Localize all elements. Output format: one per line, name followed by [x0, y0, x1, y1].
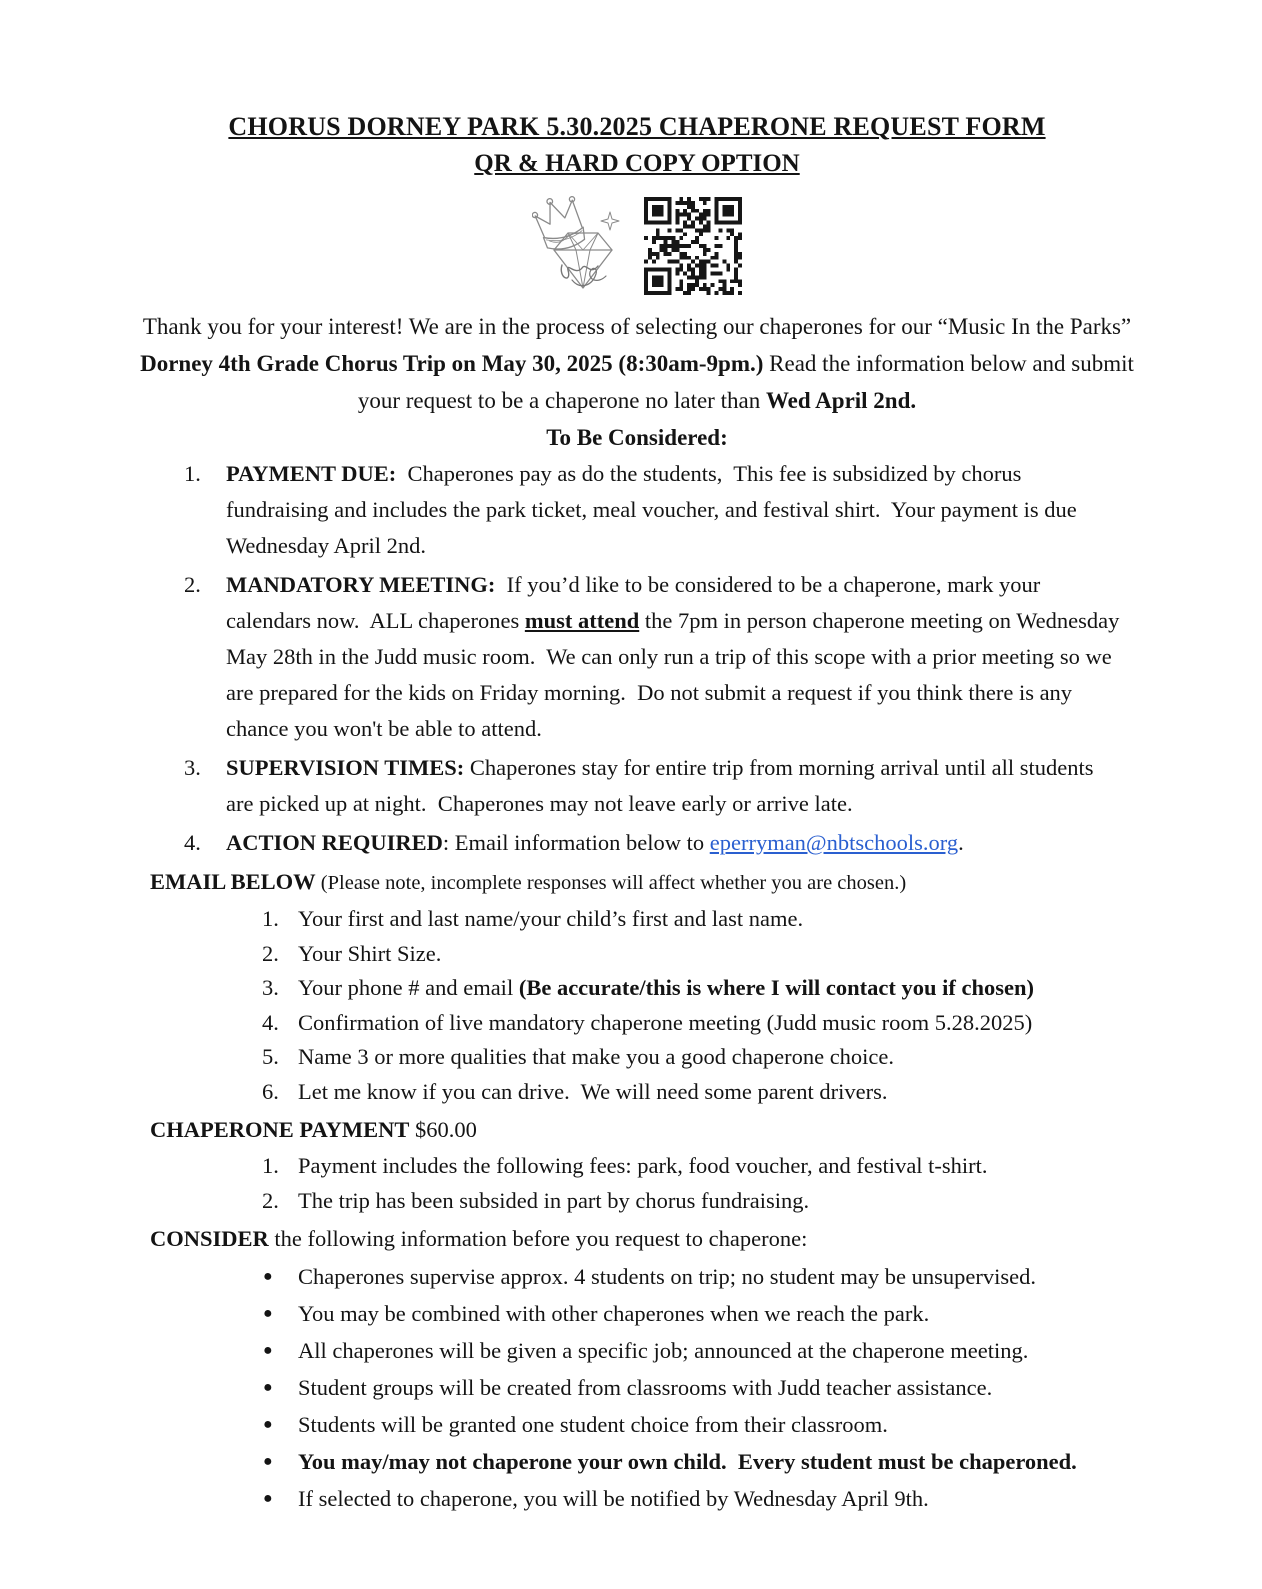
item-text: The trip has been subsided in part by chorus fundraising.: [298, 1187, 810, 1213]
item-label: ACTION REQUIRED: [226, 830, 443, 855]
email-link[interactable]: eperryman@nbtschools.org: [709, 830, 959, 855]
list-item-action-required: [150, 825, 1124, 861]
bullet-icon: ●: [263, 1268, 273, 1285]
item-text: Payment includes the following fees: park, food voucher, and festival t-shirt.: [298, 1153, 988, 1178]
list-number: 4.: [262, 1009, 279, 1035]
item-text: the 7pm in person chaperone meeting on Wednesday May 28th in the Judd music room. We can only run a trip of this scope with a prior meeting so we are prepared for the kids on Friday morning. Do not submit a request if you think there is any chance you won't be able to attend.: [226, 608, 1125, 741]
must-attend-emphasis: must attend: [524, 608, 640, 633]
bullet-icon: ●: [263, 1453, 273, 1470]
payment-item-fees: [150, 1149, 1124, 1184]
bullet-specific-job: [150, 1332, 1124, 1369]
list-number: 3.: [184, 755, 201, 780]
qr-code-icon: [644, 197, 742, 295]
chaperone-payment-label: CHAPERONE PAYMENT: [150, 1117, 410, 1142]
intro-text: Thank you for your interest! We are in the process of selecting our chaperones for our “Music In the Parks”: [142, 314, 1137, 339]
bullet-icon: ●: [263, 1342, 273, 1359]
item-label: MANDATORY MEETING:: [226, 572, 496, 597]
item-bold-text: You may/may not chaperone your own child. Every student must be chaperoned.: [298, 1449, 1077, 1474]
bullet-student-choice: [150, 1406, 1124, 1443]
list-number: 1.: [262, 1153, 279, 1178]
intro-deadline-bold: Wed April 2nd.: [765, 388, 917, 413]
document-title: CHORUS DORNEY PARK 5.30.2025 CHAPERONE REQUEST FORM: [228, 112, 1046, 141]
email-below-label: EMAIL BELOW: [150, 869, 316, 894]
item-text: Let me know if you can drive. We will need some parent drivers.: [298, 1078, 888, 1104]
bullet-icon: ●: [263, 1416, 273, 1433]
chaperone-payment-amount: $60.00: [409, 1117, 477, 1142]
bullet-icon: ●: [263, 1490, 273, 1507]
item-text: If you’d like to be considered to be a chaperone, mark your calendars now. ALL chaperones: [226, 572, 1046, 633]
list-item-payment-due: [150, 456, 1124, 564]
item-text: Your phone # and email: [298, 975, 519, 1000]
intro-trip-bold: Dorney 4th Grade Chorus Trip on May 30, 2025 (8:30am-9pm.): [140, 351, 764, 376]
item-text: Students will be granted one student choice from their classroom.: [298, 1412, 888, 1437]
bullet-icon: ●: [263, 1379, 273, 1396]
list-number: 1.: [262, 906, 279, 931]
email-item-name: [150, 902, 1124, 937]
item-text: You may be combined with other chaperones when we reach the park.: [298, 1301, 930, 1326]
intro-paragraph: [136, 308, 1138, 419]
email-info-list: [150, 902, 1124, 1109]
to-be-considered-list: [150, 456, 1124, 861]
item-text: Chaperones supervise approx. 4 students on trip; no student may be unsupervised.: [298, 1264, 1036, 1289]
chaperone-payment-heading: [150, 1112, 1124, 1148]
payment-details-list: [150, 1149, 1124, 1218]
list-number: 1.: [184, 461, 201, 486]
email-item-meeting-confirmation: [150, 1006, 1124, 1041]
consider-text: the following information before you request to chaperone:: [268, 1226, 808, 1251]
intro-text-mid: Read the information below and submit your request to be a chaperone no later than: [357, 351, 1140, 413]
list-number: 6.: [262, 1078, 279, 1104]
email-below-heading: [150, 864, 1124, 901]
item-text: Your first and last name/your child’s first and last name.: [298, 906, 804, 931]
list-number: 3.: [262, 975, 279, 1000]
list-number: 2.: [262, 940, 279, 966]
document-subtitle: QR & HARD COPY OPTION: [474, 150, 800, 177]
item-text: If selected to chaperone, you will be notified by Wednesday April 9th.: [298, 1486, 929, 1511]
item-text: All chaperones will be given a specific job; announced at the chaperone meeting.: [298, 1338, 1029, 1363]
email-item-shirt-size: [150, 937, 1124, 972]
list-number: 2.: [184, 572, 201, 597]
consider-label: CONSIDER: [150, 1226, 269, 1251]
list-number: 2.: [262, 1187, 279, 1213]
list-item-supervision-times: [150, 750, 1124, 822]
item-bold-text: (Be accurate/this is where I will contact you if chosen): [518, 975, 1034, 1000]
bullet-supervision-ratio: [150, 1258, 1124, 1295]
list-item-mandatory-meeting: [150, 567, 1124, 747]
bullet-notification-date: [150, 1480, 1124, 1517]
bullet-student-groups: [150, 1369, 1124, 1406]
item-label: PAYMENT DUE:: [226, 461, 397, 486]
list-number: 4.: [184, 830, 201, 855]
item-label: SUPERVISION TIMES:: [226, 755, 465, 780]
item-text: : Email information below to: [442, 830, 710, 855]
consider-heading: [150, 1221, 1124, 1257]
crown-diamond-chorus-logo-icon: [532, 192, 624, 300]
item-text: Chaperones stay for entire trip from morning arrival until all students are picked up at night. Chaperones may not leave early or arrive late.: [226, 755, 1100, 816]
payment-item-subsidy: [150, 1184, 1124, 1219]
bullet-combined-chaperones: [150, 1295, 1124, 1332]
section-heading-to-be-considered: To Be Considered:: [546, 425, 728, 450]
list-number: 5.: [262, 1044, 279, 1069]
email-item-phone-email: [150, 971, 1124, 1006]
bullet-icon: ●: [263, 1305, 273, 1322]
item-text: Student groups will be created from classrooms with Judd teacher assistance.: [298, 1375, 993, 1400]
item-text: Confirmation of live mandatory chaperone meeting (Judd music room 5.28.2025): [298, 1009, 1033, 1035]
item-text: .: [958, 830, 964, 855]
header-images: [150, 192, 1124, 300]
email-item-can-drive: [150, 1075, 1124, 1110]
consider-bullet-list: [150, 1258, 1124, 1517]
item-text: Your Shirt Size.: [298, 940, 442, 966]
email-item-qualities: [150, 1040, 1124, 1075]
item-text: Name 3 or more qualities that make you a good chaperone choice.: [298, 1044, 895, 1069]
bullet-own-child: [150, 1443, 1124, 1480]
email-below-note: (Please note, incomplete responses will affect whether you are chosen.): [315, 872, 907, 894]
item-text: Chaperones pay as do the students, This fee is subsidized by chorus fundraising and includes the park ticket, meal voucher, and festival shirt. Your payment is due Wednesday April 2nd.: [226, 461, 1082, 558]
